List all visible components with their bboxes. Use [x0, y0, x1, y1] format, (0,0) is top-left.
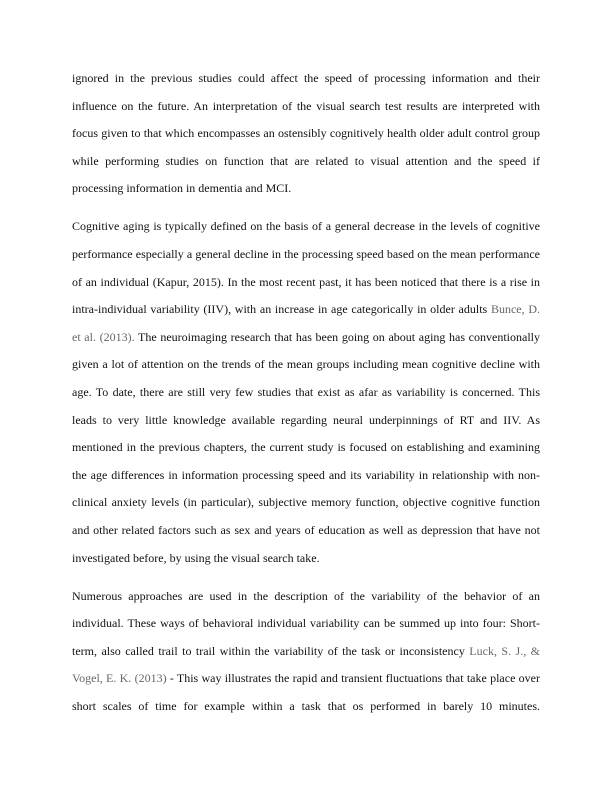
- text-segment: focus given to that which encompasses an ostensibly cognitively health older adult control group: [72, 126, 540, 141]
- paragraph: [72, 216, 540, 575]
- text-line: [72, 613, 540, 641]
- text-segment: The neuroimaging research that has been going on about aging has conventionally: [134, 329, 541, 344]
- text-line: [72, 641, 540, 669]
- paragraph: [72, 68, 540, 206]
- document-page: [72, 68, 540, 734]
- text-segment: Cognitive aging is typically defined on the basis of a general decrease in the levels of cognitive: [72, 219, 540, 234]
- text-segment: performance especially a general decline in the processing speed based on the mean performance: [72, 247, 540, 262]
- text-segment: mentioned in the previous chapters, the current study is focused on establishing and examining: [72, 440, 540, 455]
- text-segment: given a lot of attention on the trends of the mean groups including mean cognitive decline with: [72, 357, 540, 372]
- citation: Bunce, D.: [490, 302, 541, 317]
- text-segment: ignored in the previous studies could affect the speed of processing information and their: [72, 71, 540, 85]
- text-segment: leads to very little knowledge available regarding neural underpinnings of RT and IIV. As: [72, 412, 540, 427]
- text-segment: of an individual (Kapur, 2015). In the most recent past, it has been noticed that there is a rise in: [72, 274, 540, 289]
- text-line: [72, 520, 540, 548]
- text-line: [72, 492, 540, 520]
- citation: et al. (2013).: [72, 329, 135, 344]
- text-segment: and other related factors such as sex and years of education as well as depression that have not: [72, 523, 540, 537]
- text-line: [72, 244, 540, 272]
- text-segment: term, also called trail to trail within the variability of the task or inconsistency: [72, 643, 470, 658]
- text-line: [72, 96, 540, 124]
- text-line: [72, 465, 540, 493]
- text-segment: individual. These ways of behavioral individual variability can be summed up into four: Short-: [72, 616, 540, 631]
- text-line: [72, 586, 540, 614]
- text-line: [72, 299, 540, 327]
- text-line: [72, 216, 540, 244]
- text-segment: the age differences in information processing speed and its variability in relationship with non-: [72, 467, 540, 482]
- text-line: [72, 354, 540, 382]
- text-line: [72, 327, 540, 355]
- text-segment: short scales of time for example within a task that os performed in barely 10 minutes.: [72, 699, 540, 714]
- text-line: [72, 151, 540, 179]
- text-line: [72, 178, 540, 206]
- text-segment: influence on the future. An interpretation of the visual search test results are interpreted with: [72, 98, 540, 113]
- text-line: [72, 68, 540, 96]
- text-line: [72, 410, 540, 438]
- text-line: [72, 548, 540, 576]
- text-segment: clinical anxiety levels (in particular), subjective memory function, objective cognitive function: [72, 495, 540, 510]
- text-line: [72, 437, 540, 465]
- text-line: [72, 123, 540, 151]
- text-segment: processing information in dementia and MCI.: [72, 181, 292, 196]
- text-segment: investigated before, by using the visual search take.: [72, 550, 320, 565]
- text-line: [72, 668, 540, 696]
- paragraph: [72, 586, 540, 724]
- text-segment: - This way illustrates the rapid and transient fluctuations that take place over: [166, 671, 540, 686]
- text-segment: age. To date, there are still very few studies that exist as afar as variability is concerned. This: [72, 385, 540, 400]
- citation: Vogel, E. K. (2013): [72, 671, 167, 686]
- text-segment: while performing studies on function that are related to visual attention and the speed if: [72, 153, 540, 168]
- text-segment: Numerous approaches are used in the description of the variability of the behavior of an: [72, 588, 540, 603]
- text-line: [72, 696, 540, 724]
- text-segment: intra-individual variability (IIV), with an increase in age categorically in older adults: [72, 302, 491, 317]
- text-line: [72, 272, 540, 300]
- text-line: [72, 382, 540, 410]
- citation: Luck, S. J., &: [469, 643, 540, 658]
